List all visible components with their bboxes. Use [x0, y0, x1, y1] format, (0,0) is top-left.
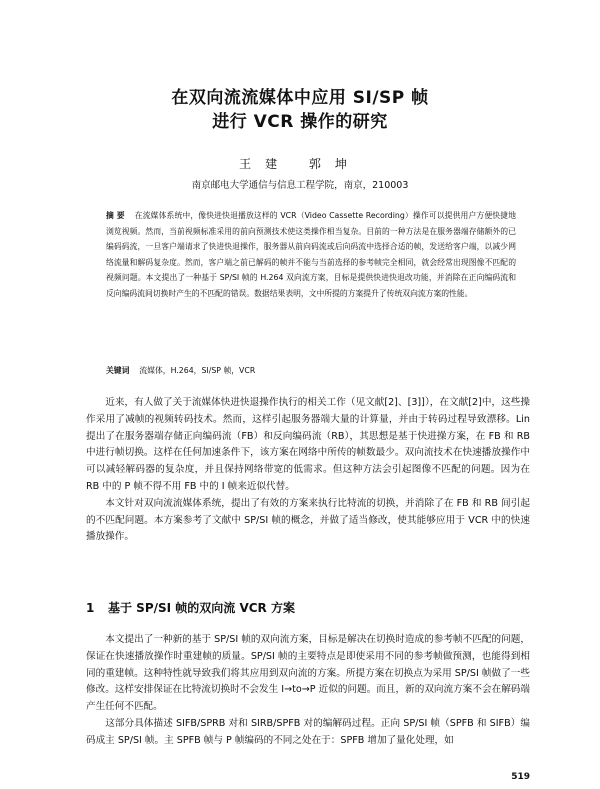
paper-title-line-1: 在双向流流媒体中应用 SI/SP 帧 [171, 88, 429, 108]
section-title: 基于 SP/SI 帧的双向流 VCR 方案 [108, 601, 295, 615]
affiliation: 南京邮电大学通信与信息工程学院，南京，210003 [191, 180, 409, 191]
page-number: 519 [511, 772, 530, 782]
body-paragraph: 近来，有人做了关于流媒体快进快退操作执行的相关工作（见文献[2]、[3]]），在文献[2]中，这些操作采用了减帧的视频转码技术。然而，这样引起服务器端大量的计算量，并由于转码过程导致漂移。Lin 提出了在服务器端存储正向编码流（FB）和反向编码流（RB），其思想是基于快进操方案，在 FB 和 RB 中进行帧切换。这样在任何加速条件下，该方案在网络中所传的帧数最少。双向流技术在快速播放操作中可以减轻解码器的复杂度，并且保持网络带宽的低需求。但这种方法会引起图像不匹配的问题。因为在 RB 中的 P 帧不得不用 FB 中的 I 帧来近似代替。 [86, 397, 530, 492]
body-paragraph: 本文针对双向流流媒体系统，提出了有效的方案来执行比特流的切换，并消除了在 FB 和 RB 间引起的不匹配问题。本方案参考了文献中 SP/SI 帧的概念，并做了适当修改，使其能够应用于 VCR 中的快速播放操作。 [86, 497, 530, 543]
abstract-text: 在流媒体系统中，像快进快退播放这样的 VCR（Video Cassette Recording）操作可以提供用户方便快捷地浏览视频。然而，当前视频标准采用的前向预测技术使这类操作相当复杂。目前的一种方法是在服务器端存储额外的已编码码流，一旦客户端请求了快进快退操作，服务器从前向码流或后向码流中选择合适的帧，发送给客户端，以减少网络流量和解码复杂度。然而，客户端之前已解码的帧并不能与当前选择的参考帧完全相同，就会经常出现图像不匹配的视频问题。本文提出了一种基于 SP/SI 帧的 H.264 双向流方案，目标是提供快进快退改功能，并消除在正向编码流和反向编码流间切换时产生的不匹配的错误。数据结果表明，文中所提的方案提升了传统双向流方案的性能。 [106, 211, 516, 298]
section-heading [86, 599, 530, 616]
abstract [106, 208, 516, 302]
introduction-body [86, 395, 530, 546]
keywords-text: 流媒体，H.264，SI/SP 帧，VCR [139, 366, 256, 375]
authors: 王建 郭坤 [239, 157, 361, 171]
keywords-label: 关键词 [106, 366, 130, 375]
keywords [106, 364, 516, 378]
paper-title-line-2: 进行 VCR 操作的研究 [212, 112, 388, 132]
body-paragraph: 本文提出了一种新的基于 SP/SI 帧的双向流方案，目标是解决在切换时造成的参考帧不匹配的问题，保证在快速播放操作时重建帧的质量。SP/SI 帧的主要特点是即使采用不同的参考帧做预测，也能得到相同的重建帧。这种特性就导致我们将其应用到双向流的方案。所提方案在切换点为采用 SP/SI 帧做了一些修改。这样安排保证在比特流切换时不会发生 I→to→P 近似的问题。而且，新的双向流方案不会在解码端产生任何不匹配。 [86, 634, 530, 713]
section-1-body [86, 632, 530, 750]
body-paragraph: 这部分具体描述 SIFB/SPRB 对和 SIRB/SPFB 对的编解码过程。正向 SP/SI 帧（SPFB 和 SIFB）编码成主 SP/SI 帧。主 SPFB 帧与 P 帧编码的不同之处在于：SPFB 增加了量化处理，如 [86, 717, 530, 746]
abstract-label: 摘 要 [106, 211, 125, 220]
section-number: 1 [86, 601, 95, 615]
